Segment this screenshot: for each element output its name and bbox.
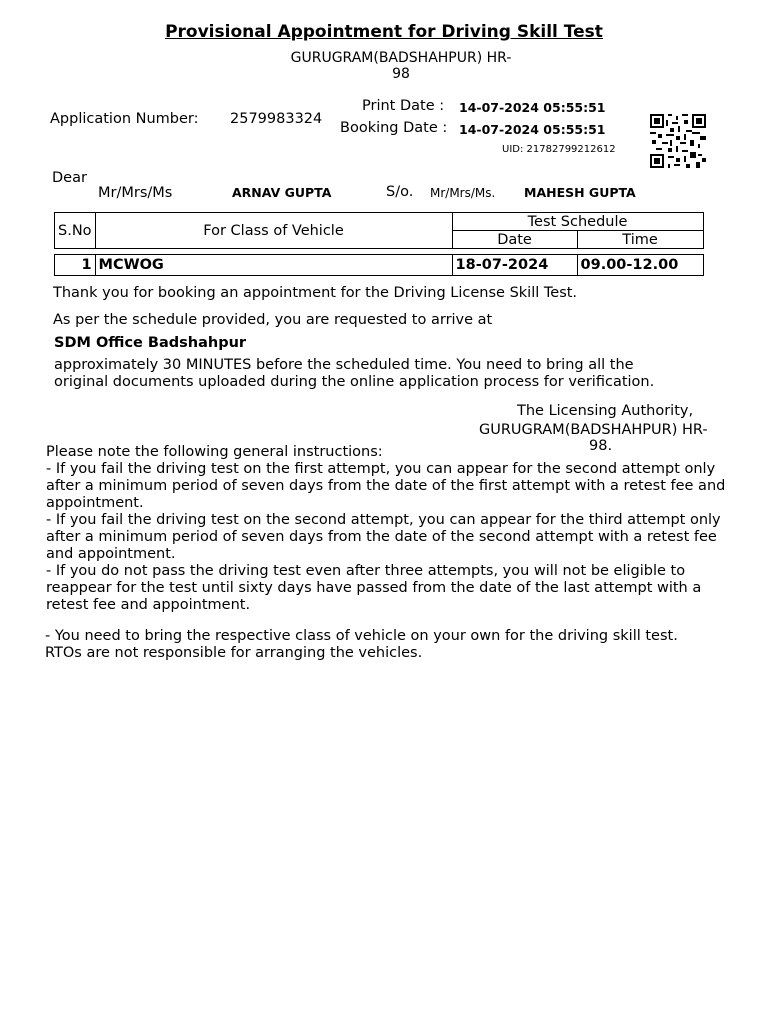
authority-line-3: 98.: [589, 438, 613, 454]
schedule-table: [54, 212, 704, 276]
arrive-text: As per the schedule provided, you are requested to arrive at: [53, 312, 493, 328]
office-line-2: 98: [392, 66, 410, 82]
office-name: [270, 50, 532, 82]
row-class: MCWOG: [95, 255, 452, 276]
application-number-label: Application Number:: [50, 111, 199, 127]
salutation-text: Mr/Mrs/Ms: [98, 185, 173, 201]
parent-salutation-text: Mr/Mrs/Ms.: [430, 186, 496, 200]
table-header-row: [55, 213, 704, 231]
instruction-item-4: - You need to bring the respective class of vehicle on your own for the driving skill test. RTOs are not responsible for arranging the vehicles.: [45, 628, 678, 661]
page-title: Provisional Appointment for Driving Skill Test: [165, 22, 603, 42]
instruction-item-3: - If you do not pass the driving test even after three attempts, you will not be eligible to reappear for the test until sixty days have passed from the date of the last attempt with a retest fee and appointment.: [46, 563, 702, 613]
row-time: 09.00-12.00: [577, 255, 703, 276]
booking-date-label: Booking Date :: [340, 120, 448, 136]
header-date: Date: [452, 231, 577, 249]
uid-text: UID: 21782799212612: [502, 144, 616, 155]
instruction-item-1: - If you fail the driving test on the first attempt, you can appear for the second attempt only after a minimum period of seven days from the date of the first attempt with a retest fee and appointment.: [46, 461, 726, 511]
print-date-value: 14-07-2024 05:55:51: [459, 100, 606, 115]
parent-name: MAHESH GUPTA: [524, 185, 636, 200]
qr-code-icon: [650, 114, 706, 168]
print-date-label: Print Date :: [362, 98, 445, 114]
instructions-heading: Please note the following general instructions:: [46, 444, 383, 460]
venue-text: SDM Office Badshahpur: [54, 335, 247, 351]
table-row: [55, 255, 704, 276]
timing-line-2: original documents uploaded during the online application process for verification.: [54, 374, 655, 390]
booking-date-value: 14-07-2024 05:55:51: [459, 122, 606, 137]
thanks-text: Thank you for booking an appointment for the Driving License Skill Test.: [53, 285, 578, 301]
header-class: For Class of Vehicle: [95, 213, 452, 249]
authority-line-1: The Licensing Authority,: [517, 403, 694, 419]
header-time: Time: [577, 231, 703, 249]
instruction-item-2: - If you fail the driving test on the second attempt, you can appear for the third attempt only after a minimum period of seven days from the date of the second attempt with a retest fee and appointment.: [46, 512, 721, 562]
dear-text: Dear: [52, 170, 87, 186]
row-date: 18-07-2024: [452, 255, 577, 276]
applicant-name: ARNAV GUPTA: [232, 185, 332, 200]
application-number-value: 2579983324: [230, 111, 323, 127]
header-sno: S.No: [55, 213, 96, 249]
authority-line-2: GURUGRAM(BADSHAHPUR) HR-: [479, 422, 708, 438]
header-test-schedule: Test Schedule: [452, 213, 703, 231]
relation-text: S/o.: [386, 184, 414, 200]
row-sno: 1: [55, 255, 96, 276]
office-line-1: GURUGRAM(BADSHAHPUR) HR-: [290, 50, 512, 66]
timing-line-1: approximately 30 MINUTES before the scheduled time. You need to bring all the: [54, 357, 634, 373]
